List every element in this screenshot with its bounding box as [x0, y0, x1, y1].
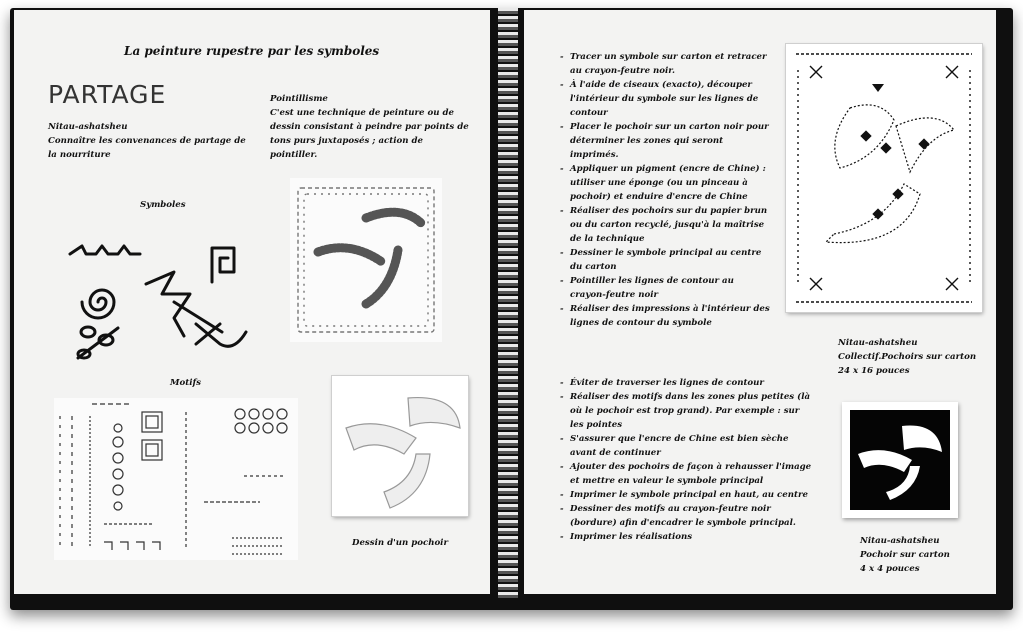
- caption2-line3: 4 x 4 pouces: [860, 564, 920, 574]
- motifs-drawing: [54, 398, 298, 560]
- left-page: [14, 10, 490, 594]
- step-item: - Éviter de traverser les lignes de contour: [560, 376, 812, 390]
- step-item: - Pointiller les lignes de contour au crayon-feutre noir: [560, 274, 770, 302]
- step-item: - S'assurer que l'encre de Chine est bien sèche avant de continuer: [560, 432, 812, 460]
- step-item: - Imprimer le symbole principal en haut, au centre: [560, 488, 812, 502]
- step-item: - Appliquer un pigment (encre de Chine) : utiliser une éponge (ou un pinceau à pochoir) et enduire d'encre de Chine: [560, 162, 770, 204]
- caption1-line3: 24 x 16 pouces: [838, 366, 910, 376]
- caption1-line2: Collectif.Pochoirs sur carton: [838, 352, 977, 362]
- step-item: - Tracer un symbole sur carton et retracer au crayon-feutre noir.: [560, 50, 770, 78]
- symbols-drawing: [62, 232, 252, 370]
- stencil-icon: [332, 376, 468, 516]
- motifs-icon: [54, 398, 298, 560]
- partage-word: PARTAGE: [48, 80, 167, 109]
- pointillisme-definition: C'est une technique de peinture ou de dessin consistant à peindre par points de tons purs juxtaposés ; action de pointiller.: [270, 108, 469, 160]
- stencil-drawing: [332, 376, 468, 516]
- spiral-binding: [498, 8, 518, 598]
- nitau-description: Connaître les convenances de partage de la nourriture: [48, 136, 246, 160]
- caption2-line1: Nitau-ashatsheu: [860, 536, 940, 546]
- caption1-line1: Nitau-ashatsheu: [838, 338, 918, 348]
- collective-artwork: [786, 44, 982, 312]
- symboles-heading: Symboles: [140, 200, 186, 210]
- steps-list-a: [560, 50, 770, 330]
- nitau-label: Nitau-ashatsheu: [48, 122, 128, 132]
- collective-artwork-icon: [786, 44, 982, 312]
- stencil-backing: [850, 410, 950, 510]
- step-item: - Dessiner le symbole principal au centre du carton: [560, 246, 770, 274]
- pointillism-artwork: [290, 178, 442, 342]
- step-item: - Réaliser des motifs dans les zones plus petites (là où le pochoir est trop grand). Par exemple : sur les pointes: [560, 390, 812, 432]
- right-page: [524, 10, 996, 594]
- pointillisme-heading: Pointillisme: [270, 94, 328, 104]
- page-title: La peinture rupestre par les symboles: [124, 44, 380, 58]
- symbols-icon: [62, 232, 252, 370]
- step-item: - Dessiner des motifs au crayon-feutre noir (bordure) afin d'encadrer le symbole principal.: [560, 502, 812, 530]
- black-stencil-artwork: [842, 402, 958, 518]
- step-item: - Ajouter des pochoirs de façon à rehausser l'image et mettre en valeur le symbole principal: [560, 460, 812, 488]
- triskele-icon: [850, 410, 950, 510]
- step-item: - Réaliser des impressions à l'intérieur des lignes de contour du symbole: [560, 302, 770, 330]
- step-item: - Placer le pochoir sur un carton noir pour déterminer les zones qui seront imprimés.: [560, 120, 770, 162]
- caption2-line2: Pochoir sur carton: [860, 550, 950, 560]
- step-item: - Réaliser des pochoirs sur du papier brun ou du carton recyclé, jusqu'à la maîtrise de la technique: [560, 204, 770, 246]
- stencil-caption: Dessin d'un pochoir: [352, 538, 448, 548]
- pointillism-icon: [290, 178, 442, 342]
- step-item: - À l'aide de ciseaux (exacto), découper l'intérieur du symbole sur les lignes de contour: [560, 78, 770, 120]
- motifs-heading: Motifs: [170, 378, 202, 388]
- step-item: - Imprimer les réalisations: [560, 530, 812, 544]
- steps-list-b: [560, 376, 812, 544]
